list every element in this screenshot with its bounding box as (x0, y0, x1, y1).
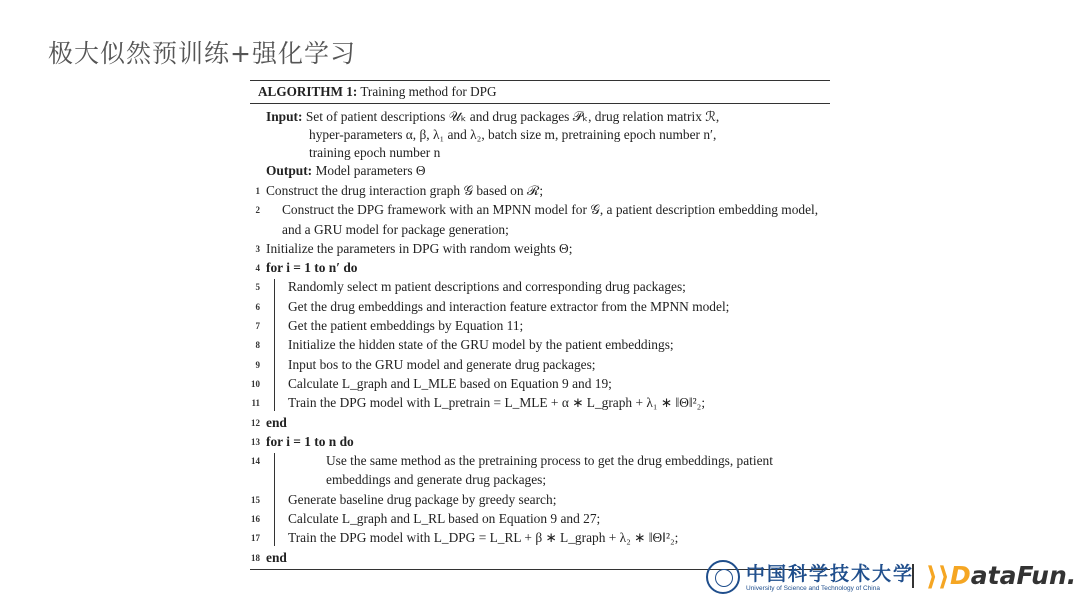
line-text: Initialize the hidden state of the GRU model by the patient embeddings; (288, 337, 674, 353)
algo-line-13 (250, 432, 830, 451)
line-text: Train the DPG model with L_DPG = L_RL + β ∗ L_graph + λ₂ ∗ ‖Θ‖²₂; (288, 530, 679, 546)
line-number: 10 (251, 378, 260, 389)
line-number: 3 (255, 243, 260, 254)
datafun-logo-d: D (950, 561, 971, 590)
datafun-logo-rest: ataFun. (970, 561, 1077, 590)
line-text: end (266, 549, 287, 565)
line-text: Calculate L_graph and L_RL based on Equation 9 and 27; (288, 511, 601, 527)
line-number: 14 (251, 456, 260, 467)
line-number: 8 (255, 340, 260, 351)
input-line-3: training epoch number n (309, 145, 441, 160)
line-text: Construct the drug interaction graph 𝒢 based on ℛ; (266, 183, 544, 198)
line-text: Construct the DPG framework with an MPNN model for 𝒢, a patient description embedding model, and a GRU model for package generation; (282, 202, 819, 237)
ustc-logo-english: University of Science and Technology of China (746, 585, 880, 592)
algo-line-6 (250, 297, 830, 316)
line-number: 18 (251, 552, 260, 563)
input-line-2: hyper-parameters α, β, λ₁ and λ₂, batch size m, pretraining epoch number n′, (309, 127, 717, 142)
line-number: 11 (251, 398, 260, 409)
input-label: Input: (266, 109, 303, 124)
algo-line-8 (250, 335, 830, 354)
line-text: Get the patient embeddings by Equation 11; (288, 318, 524, 334)
output-text: Model parameters Θ (315, 163, 426, 178)
line-text: for i = 1 to n′ do (266, 260, 358, 276)
algorithm-box (250, 80, 830, 570)
algo-line-3 (250, 239, 830, 258)
line-text: for i = 1 to n do (266, 433, 354, 449)
ustc-seal-icon (706, 560, 740, 594)
ustc-logo-text: 中国科学技术大学 (746, 563, 915, 585)
line-number: 5 (255, 282, 260, 293)
line-number: 15 (251, 494, 260, 505)
line-text: Generate baseline drug package by greedy search; (288, 491, 557, 507)
line-number: 9 (255, 359, 260, 370)
algo-line-12 (250, 413, 830, 432)
line-text: Train the DPG model with L_pretrain = L_MLE + α ∗ L_graph + λ₁ ∗ ‖Θ‖²₂; (288, 395, 706, 411)
line-text: Calculate L_graph and L_MLE based on Equation 9 and 19; (288, 375, 612, 391)
algo-line-1 (250, 181, 830, 200)
slide-title: 极大似然预训练+强化学习 (48, 39, 356, 68)
loop-block-2 (250, 451, 830, 547)
line-text: Get the drug embeddings and interaction feature extractor from the MPNN model; (288, 298, 730, 314)
line-text: Use the same method as the pretraining process to get the drug embeddings, patient embeddings and generate drug packages; (326, 453, 773, 488)
algo-line-11 (250, 393, 830, 412)
algo-line-5 (250, 277, 830, 296)
loop-block-1 (250, 277, 830, 412)
algo-line-17 (250, 528, 830, 547)
algo-line-15 (250, 490, 830, 509)
line-text: Input bos to the GRU model and generate drug packages; (288, 356, 596, 372)
algo-line-7 (250, 316, 830, 335)
datafun-mark-icon: ⟩⟩ (926, 562, 950, 592)
line-number: 1 (255, 186, 260, 196)
algo-line-2 (250, 200, 830, 239)
line-number: 2 (255, 205, 260, 216)
algo-line-9 (250, 355, 830, 374)
line-text: Initialize the parameters in DPG with random weights Θ; (266, 240, 573, 256)
line-number: 12 (251, 417, 260, 428)
algo-line-4 (250, 258, 830, 277)
algorithm-label: ALGORITHM 1: (258, 84, 358, 99)
algorithm-output (250, 162, 830, 180)
algorithm-body (250, 104, 830, 569)
algorithm-input (250, 108, 830, 162)
algorithm-header (250, 81, 830, 103)
line-text: end (266, 414, 287, 430)
algo-line-14 (250, 451, 830, 490)
output-label: Output: (266, 163, 313, 178)
algo-line-10 (250, 374, 830, 393)
line-number: 17 (251, 533, 260, 544)
line-text: Randomly select m patient descriptions and corresponding drug packages; (288, 279, 686, 295)
logo-separator (912, 564, 914, 588)
footer-logos (706, 558, 1077, 598)
line-number: 13 (251, 436, 260, 447)
line-number: 6 (255, 301, 260, 312)
line-number: 4 (255, 263, 260, 274)
line-number: 16 (251, 514, 260, 525)
line-number: 7 (255, 321, 260, 332)
input-line-1: Set of patient descriptions 𝒰ₖ and drug packages 𝒫ₖ, drug relation matrix ℛ, (305, 109, 720, 124)
datafun-logo-text (950, 561, 1076, 590)
algo-line-16 (250, 509, 830, 528)
algorithm-name: Training method for DPG (360, 84, 497, 99)
